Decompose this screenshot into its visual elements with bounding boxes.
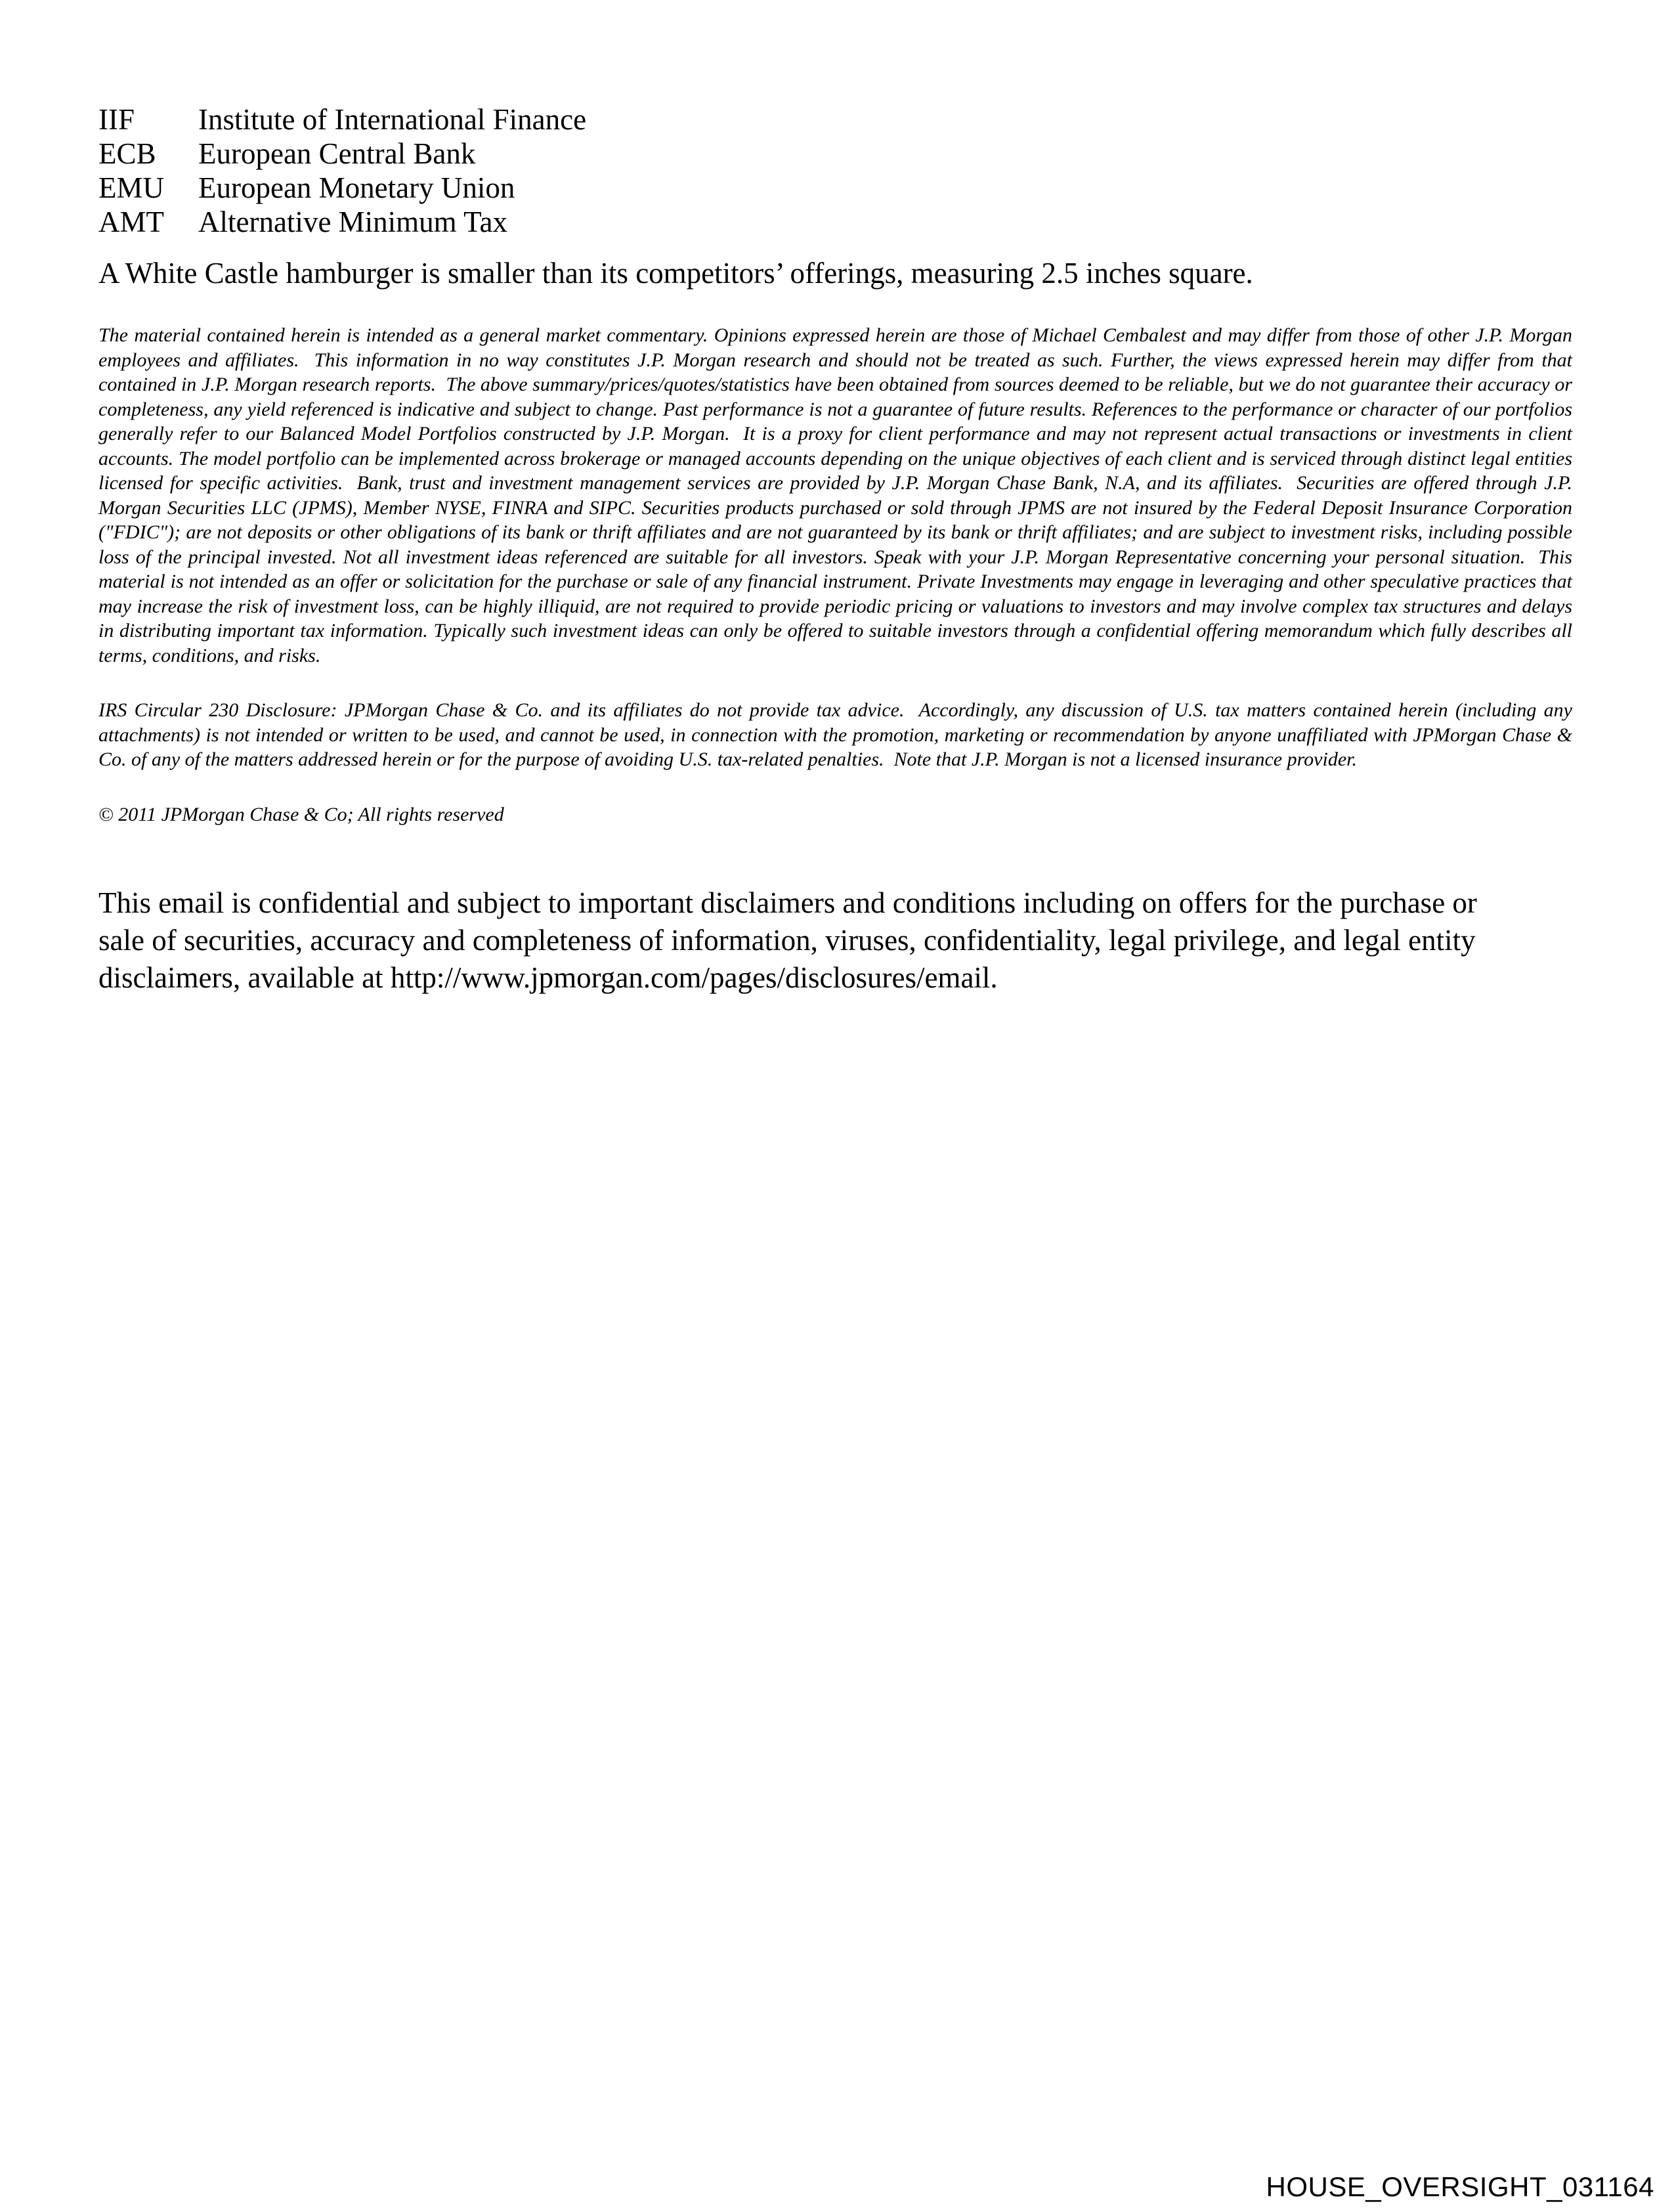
- glossary-term: EMU: [98, 171, 164, 204]
- glossary-definition: European Monetary Union: [198, 171, 515, 204]
- glossary-term: IIF: [98, 103, 135, 136]
- glossary-row: [98, 171, 1572, 205]
- glossary-row: [98, 205, 1572, 239]
- glossary-definition: European Central Bank: [198, 137, 476, 170]
- fun-fact-text: A White Castle hamburger is smaller than its competitors’ offerings, measuring 2.5 inches square.: [98, 257, 1253, 290]
- bates-number: HOUSE_OVERSIGHT_031164: [1266, 2171, 1654, 2202]
- acronym-glossary: [98, 102, 1572, 239]
- document-body: [98, 102, 1577, 997]
- glossary-definition: Institute of International Finance: [198, 103, 587, 136]
- copyright-line: © 2011 JPMorgan Chase & Co; All rights reserved: [98, 803, 504, 825]
- glossary-row: [98, 102, 1572, 137]
- email-confidentiality-paragraph: This email is confidential and subject to important disclaimers and conditions including on offers for the purchase or sale of securities, accuracy and completeness of information, viruses, confidentiality, legal privilege, and legal entity disclaimers, available at http://www.jpmorgan.com/pages/disclosures/email.: [98, 886, 1477, 994]
- glossary-term: AMT: [98, 206, 164, 238]
- general-disclaimer-paragraph: The material contained herein is intended as a general market commentary. Opinions expressed herein are those of Michael Cembalest and may differ from those of other J.P. Morgan employees and affiliates. This information in no way constitutes J.P. Morgan research and should not be treated as such. Further, the views expressed herein may differ from that contained in J.P. Morgan research reports. The above summary/prices/quotes/statistics have been obtained from sources deemed to be reliable, but we do not guarantee their accuracy or completeness, any yield referenced is indicative and subject to change. Past performance is not a guarantee of future results. References to the performance or character of our portfolios generally refer to our Balanced Model Portfolios constructed by J.P. Morgan. It is a proxy for client performance and may not represent actual transactions or investments in client accounts. The model portfolio can be implemented across brokerage or managed accounts depending on the unique objectives of each client and is serviced through distinct legal entities licensed for specific activities. Bank, trust and investment management services are provided by J.P. Morgan Chase Bank, N.A, and its affiliates. Securities are offered through J.P. Morgan Securities LLC (JPMS), Member NYSE, FINRA and SIPC. Securities products purchased or sold through JPMS are not insured by the Federal Deposit Insurance Corporation ("FDIC"); are not deposits or other obligations of its bank or thrift affiliates and are not guaranteed by its bank or thrift affiliates; and are subject to investment risks, including possible loss of the principal invested. Not all investment ideas referenced are suitable for all investors. Speak with your J.P. Morgan Representative concerning your personal situation. This material is not intended as an offer or solicitation for the purchase or sale of any financial instrument. Private Investments may engage in leveraging and other speculative practices that may increase the risk of investment loss, can be highly illiquid, are not required to provide periodic pricing or valuations to investors and may involve complex tax structures and delays in distributing important tax information. Typically such investment ideas can only be offered to suitable investors through a confidential offering memorandum which fully describes all terms, conditions, and risks.: [98, 324, 1577, 666]
- glossary-definition: Alternative Minimum Tax: [198, 206, 507, 238]
- glossary-row: [98, 137, 1572, 171]
- glossary-term: ECB: [98, 137, 156, 170]
- irs-circular-230-paragraph: IRS Circular 230 Disclosure: JPMorgan Chase & Co. and its affiliates do not provide tax advice. Accordingly, any discussion of U.S. tax matters contained herein (including any attachments) is not intended or written to be used, and cannot be used, in connection with the promotion, marketing or recommendation by anyone unaffiliated with JPMorgan Chase & Co. of any of the matters addressed herein or for the purpose of avoiding U.S. tax-related penalties. Note that J.P. Morgan is not a licensed insurance provider.: [98, 699, 1577, 770]
